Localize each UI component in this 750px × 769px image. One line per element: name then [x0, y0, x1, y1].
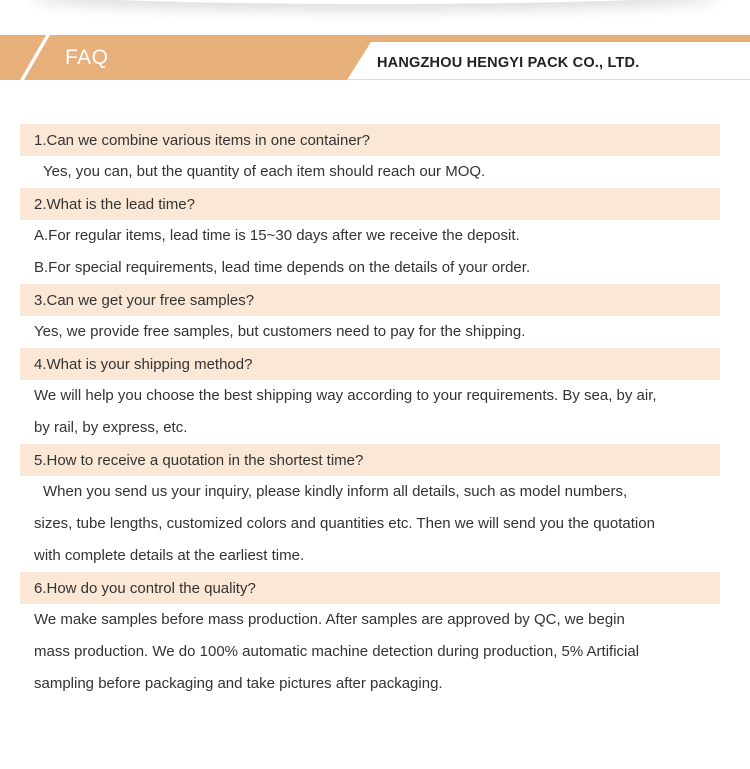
top-shadow-decoration [30, 0, 720, 4]
faq-question: 4.What is your shipping method? [20, 348, 720, 380]
faq-answer-line: We will help you choose the best shipping way according to your requirements. By sea, by air, [34, 387, 657, 404]
faq-answer-line: by rail, by express, etc. [34, 419, 188, 436]
faq-answer-line: sizes, tube lengths, customized colors and quantities etc. Then we will send you the quotation [34, 515, 655, 532]
faq-item-6 [0, 572, 750, 700]
faq-question: 1.Can we combine various items in one container? [20, 124, 720, 156]
faq-answer-line: with complete details at the earliest time. [34, 547, 305, 564]
faq-question: 2.What is the lead time? [20, 188, 720, 220]
faq-answer-line: Yes, we provide free samples, but customers need to pay for the shipping. [34, 323, 526, 340]
faq-list [0, 124, 750, 700]
faq-item-3 [0, 284, 750, 348]
faq-answer-line: B.For special requirements, lead time depends on the details of your order. [34, 259, 531, 276]
faq-title: FAQ [65, 46, 109, 69]
company-name: HANGZHOU HENGYI PACK CO., LTD. [377, 55, 640, 71]
faq-item-5 [0, 444, 750, 572]
faq-item-4 [0, 348, 750, 444]
faq-answer-line: Yes, you can, but the quantity of each item should reach our MOQ. [43, 163, 486, 180]
faq-question: 5.How to receive a quotation in the shortest time? [20, 444, 720, 476]
faq-banner [0, 35, 750, 80]
faq-answer-line: A.For regular items, lead time is 15~30 days after we receive the deposit. [34, 227, 520, 244]
faq-answer-line: mass production. We do 100% automatic machine detection during production, 5% Artificial [34, 643, 640, 660]
faq-item-1 [0, 124, 750, 188]
faq-answer-line: We make samples before mass production. After samples are approved by QC, we begin [34, 611, 625, 628]
faq-item-2 [0, 188, 750, 284]
faq-answer-line: When you send us your inquiry, please kindly inform all details, such as model numbers, [43, 483, 628, 500]
faq-question: 3.Can we get your free samples? [20, 284, 720, 316]
faq-question: 6.How do you control the quality? [20, 572, 720, 604]
faq-answer-line: sampling before packaging and take pictures after packaging. [34, 675, 443, 692]
